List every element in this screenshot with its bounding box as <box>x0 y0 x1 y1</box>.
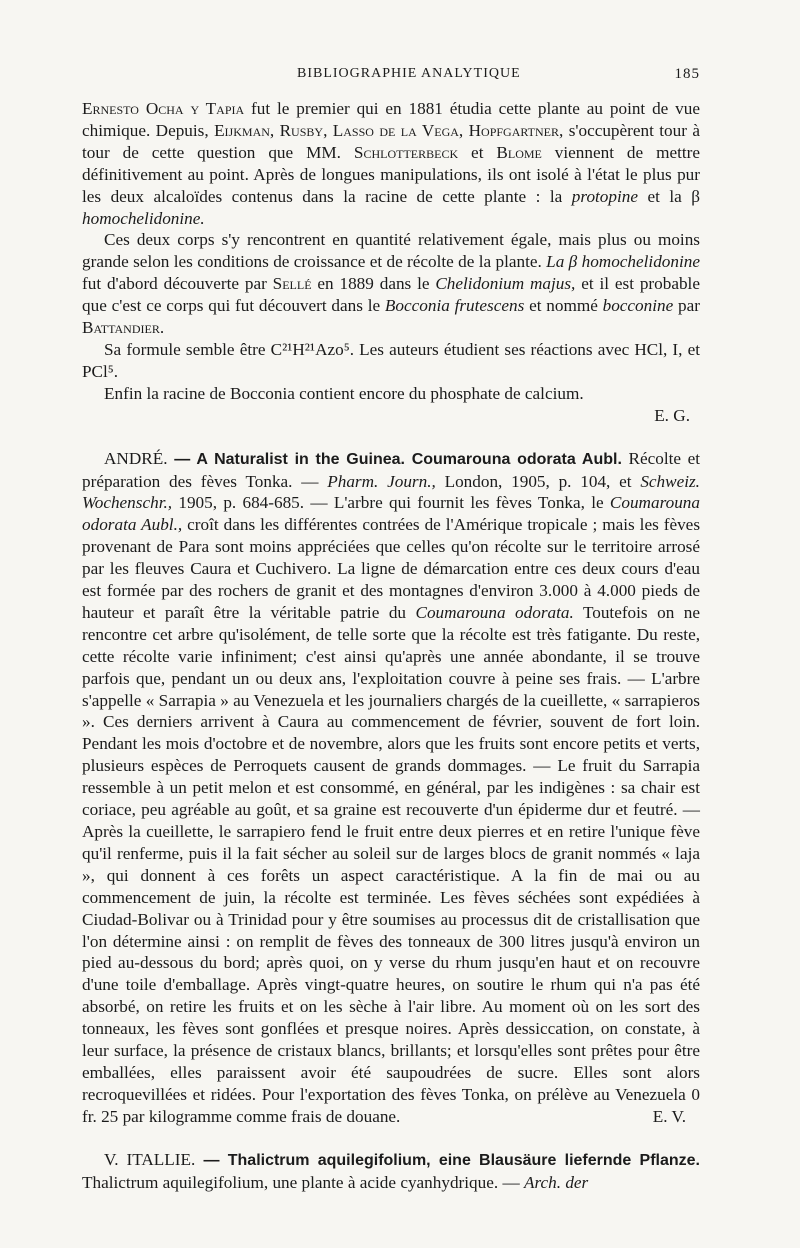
italic-term: Bocconia frutescens <box>384 296 525 316</box>
text-run: et la β <box>638 186 700 206</box>
text-run: Thalictrum aquilegifolium, une plante à acide cyanhydrique. — <box>82 1172 524 1192</box>
entry1-paragraph4: Enfin la racine de Bocconia contient encore du phosphate de calcium. <box>104 383 584 403</box>
text-run: croît dans les différentes contrées de l'Amérique tropicale ; mais les fèves provenant de Para sont moins appréciées que celles qu'on récolte sur le territoire arrosé par les fleuves Caura et Cuchivero. La ligne de démarcation entre ces deux cours d'eau est formée par des rochers de granit et des montagnes d'environ 3.000 à 4.000 pieds de hauteur et paraît être la véritable patrie du <box>82 515 701 622</box>
text-run: et il est probable que c'est ce corps qui fut découvert dans le <box>82 274 700 316</box>
italic-term: La β homochelidonine <box>546 252 700 272</box>
italic-term: bocconine <box>602 296 674 316</box>
page-number: 185 <box>674 66 700 82</box>
text-run: London, 1905, p. 104, et <box>435 471 641 491</box>
text-run: par <box>673 296 700 316</box>
page-body <box>82 98 700 1194</box>
entry2-signature: E. V. <box>652 1106 686 1126</box>
text-run: s'occupèrent tour à tour de cette question que MM. <box>82 120 700 162</box>
entry1-paragraph3: Sa formule semble être C²¹H²¹Azo⁵. Les auteurs étudient ses réactions avec HCl, I, et PCl⁵. <box>82 339 700 381</box>
journal-name: Arch. der <box>523 1172 589 1192</box>
entry-title: — A Naturalist in the Guinea. Coumarouna odorata Aubl. <box>167 450 622 468</box>
italic-term: protopine <box>571 186 638 206</box>
text-run: Ces deux corps s'y rencontrent en quantité relativement égale, mais plus ou moins grande selon les conditions de croissance et de récolte de la plante. <box>82 230 700 272</box>
text-run: et <box>458 142 497 162</box>
author-name: Schlotterbeck <box>353 142 459 162</box>
journal-name: Pharm. Journ., <box>327 471 436 491</box>
text-run: en 1889 dans le <box>311 274 436 294</box>
entry-author: ANDRÉ. <box>104 448 168 468</box>
entry1-paragraph2 <box>82 229 700 339</box>
author-name: Battandier. <box>82 318 165 338</box>
entry1-paragraph1 <box>82 98 700 229</box>
text-run: et nommé <box>524 296 603 316</box>
italic-term: Coumarouna odorata Aubl., <box>82 493 700 535</box>
running-header <box>82 66 700 88</box>
author-name: Blome <box>496 142 542 162</box>
text-run: fut d'abord découverte par <box>82 274 273 294</box>
header-title: BIBLIOGRAPHIE ANALYTIQUE <box>297 66 521 81</box>
author-names: Eijkman, Rusby, Lasso de la Vega, Hopfgartner, <box>214 120 564 140</box>
author-name: Ernesto Ocha y Tapia <box>82 99 245 118</box>
entry3-paragraph <box>82 1149 700 1194</box>
entry-author: V. ITALLIE. <box>104 1149 196 1169</box>
journal-name: Schweiz. Wochenschr., <box>82 471 700 513</box>
italic-term: homochelidonine. <box>82 208 205 228</box>
entry1-signature: E. G. <box>654 405 690 425</box>
entry-title: — Thalictrum aquilegifolium, eine Blausäure liefernde Pflanze. <box>195 1151 700 1169</box>
italic-term: Chelidonium majus, <box>435 274 576 294</box>
text-run: fut le premier qui en 1881 étudia cette plante au point de vue chimique. Depuis, <box>82 99 700 140</box>
author-name: Sellé <box>272 274 312 294</box>
text-run: Toutefois on ne rencontre cet arbre qu'isolément, de telle sorte que la récolte est très fatigante. Du reste, cette récolte varie infiniment; c'est ainsi qu'après une année abondante, il se trouve parfois que, pendant un ou deux ans, l'exploitation couvre à peine ses frais. — L'arbre s'appelle « Sarrapia » au Venezuela et les journaliers chargés de la cueillette, « sarrapieros ». Ces derniers arrivent à Caura au commencement de février, souvent de fort loin. Pendant les mois d'octobre et de novembre, alors que les fruits sont encore petits et verts, plusieurs espèces de Perroquets causent de grands dommages. — Le fruit du Sarrapia ressemble à un petit melon et est consommé, en général, par les indigènes : sa chair est coriace, peu agréable au goût, et sa graine est recouverte d'un épiderme dur et feutré. — Après la cueillette, le sarrapiero fend le fruit entre deux pierres et en retire l'unique fève qu'il renferme, puis il la fait sécher au soleil sur de larges blocs de granit nommés « laja », qui donnent à ces forêts un aspect caractéristique. A la fin de mai ou au commencement de juin, la récolte est terminée. Les fèves séchées sont expédiées à Ciudad-Bolivar ou à Trinidad pour y être soumises au processus dit de cristallisation que l'on détermine ainsi : on remplit de fèves des tonneaux de 300 litres jusqu'à environ un pied au-dessous du bord; après quoi, on y verse du rhum jusqu'en haut et on recouvre d'une toile d'emballage. Après vingt-quatre heures, on soutire le rhum qui n'a pas été absorbé, on retire les fruits et on les sèche à l'air libre. Au moment où on les sort des tonneaux, les fèves sont gonflées et presque noires. Après dessiccation, on constate, à leur surface, la présence de cristaux blancs, brillants; et lorsqu'elles sont prêtes pour être emballées, elles paraissent avoir été saupoudrées de sucre. Elles sont alors recroquevillées et ridées. Pour l'exportation des fèves Tonka, on prélève au Venezuela 0 fr. 25 par kilogramme comme frais de douane. <box>82 602 700 1126</box>
text-run: Récolte et préparation des fèves Tonka. — <box>82 448 700 491</box>
entry2-paragraph <box>82 448 700 1128</box>
text-run: 1905, p. 684-685. — L'arbre qui fournit les fèves Tonka, le <box>172 493 610 513</box>
italic-term: Coumarouna odorata. <box>415 602 574 622</box>
text-run: viennent de mettre définitivement au point. Après de longues manipulations, ils ont isolé à l'état le plus pur les deux alcaloïdes contenus dans la racine de cette plante : la <box>82 142 700 206</box>
